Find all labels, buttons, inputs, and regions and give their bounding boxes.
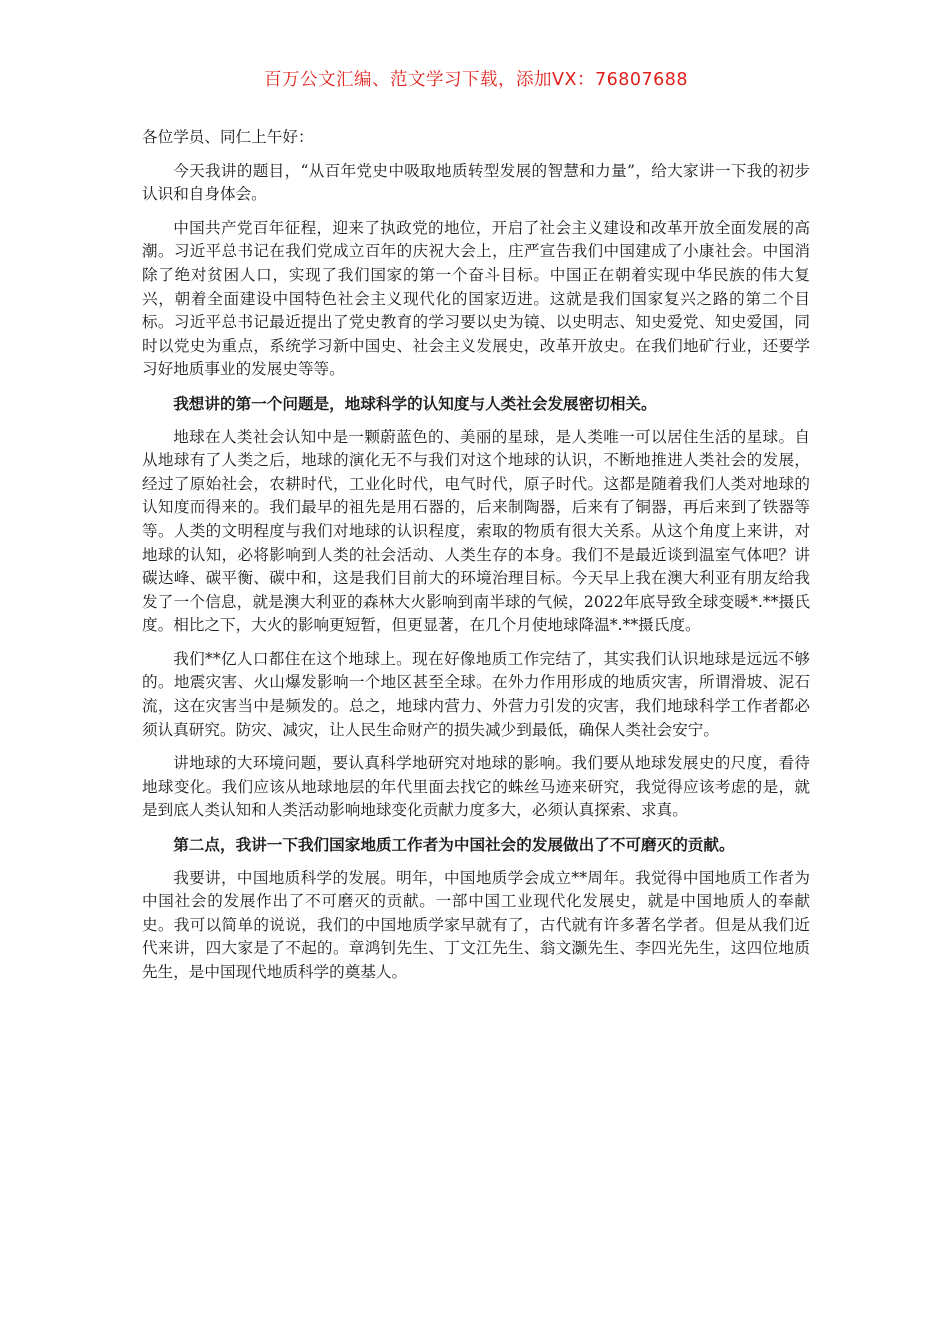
paragraph-earth-cognition: 地球在人类社会认知中是一颗蔚蓝色的、美丽的星球，是人类唯一可以居住生活的星球。自从地球有了人类之后，地球的演化无不与我们对这个地球的认识，不断地推进人类社会的发展，经过了原始社会，农耕时代，工业化时代，电气时代，原子时代。这都是随着我们人类对地球的认知度而得来的。我们最早的祖先是用石器的，后来制陶器，后来有了铜器，再后来到了铁器等等。人类的文明程度与我们对地球的认识程度，索取的物质有很大关系。从这个角度上来讲，对地球的认知，必将影响到人类的社会活动、人类生存的本身。我们不是最近谈到温室气体吧？讲碳达峰、碳平衡、碳中和，这是我们目前大的环境治理目标。今天早上我在澳大利亚有朋友给我发了一个信息，就是澳大利亚的森林大火影响到南半球的气候，2022年底导致全球变暖*.**摄氏度。相比之下，大火的影响更短暂，但更显著，在几个月使地球降温*.**摄氏度。 bbox=[142, 427, 810, 635]
paragraph-intro: 今天我讲的题目，“从百年党史中吸取地质转型发展的智慧和力量”，给大家讲一下我的初步认识和自身体会。 bbox=[142, 161, 810, 204]
section-heading-first: 我想讲的第一个问题是，地球科学的认知度与人类社会发展密切相关。 bbox=[173, 393, 657, 413]
salutation: 各位学员、同仁上午好： bbox=[142, 128, 314, 146]
paragraph-geologic-hazards: 我们**亿人口都住在这个地球上。现在好像地质工作完结了，其实我们认识地球是远远不够的。地震灾害、火山爆发影响一个地区甚至全球。在外力作用形成的地质灾害，所谓滑坡、泥石流，这在灾害当中是频发的。总之，地球内营力、外营力引发的灾害，我们地球科学工作者都必须认真研究。防灾、减灾，让人民生命财产的损失减少到最低，确保人类社会安宁。 bbox=[142, 649, 810, 739]
document-body bbox=[142, 126, 810, 985]
paragraph-geology-history: 我要讲，中国地质科学的发展。明年，中国地质学会成立**周年。我觉得中国地质工作者为中国社会的发展作出了不可磨灭的贡献。一部中国工业现代化发展史，就是中国地质人的奉献史。我可以简单的说说，我们的中国地质学家早就有了，古代就有许多著名学者。但是从我们近代来讲，四大家是了不起的。章鸿钊先生、丁文江先生、翁文灏先生、李四光先生，这四位地质先生，是中国现代地质科学的奠基人。 bbox=[142, 868, 810, 981]
section-heading-second: 第二点，我讲一下我们国家地质工作者为中国社会的发展做出了不可磨灭的贡献。 bbox=[173, 835, 735, 855]
header-banner: 百万公文汇编、范文学习下载，添加VX：76807688 bbox=[263, 70, 689, 90]
paragraph-environment: 讲地球的大环境问题，要认真科学地研究对地球的影响。我们要从地球发展史的尺度，看待地球变化。我们应该从地球地层的年代里面去找它的蛛丝马迹来研究，我觉得应该考虑的是，就是到底人类认知和人类活动影响地球变化贡献力度多大，必须认真探索、求真。 bbox=[142, 754, 810, 820]
paragraph-party-history: 中国共产党百年征程，迎来了执政党的地位，开启了社会主义建设和改革开放全面发展的高潮。习近平总书记在我们党成立百年的庆祝大会上，庄严宣告我们中国建成了小康社会。中国消除了绝对贫困人口，实现了我们国家的第一个奋斗目标。中国正在朝着实现中华民族的伟大复兴，朝着全面建设中国特色社会主义现代化的国家迈进。这就是我们国家复兴之路的第二个目标。习近平总书记最近提出了党史教育的学习要以史为镜、以史明志、知史爱党、知史爱国，同时以党史为重点，系统学习新中国史、社会主义发展史，改革开放史。在我们地矿行业，还要学习好地质事业的发展史等等。 bbox=[142, 218, 810, 379]
